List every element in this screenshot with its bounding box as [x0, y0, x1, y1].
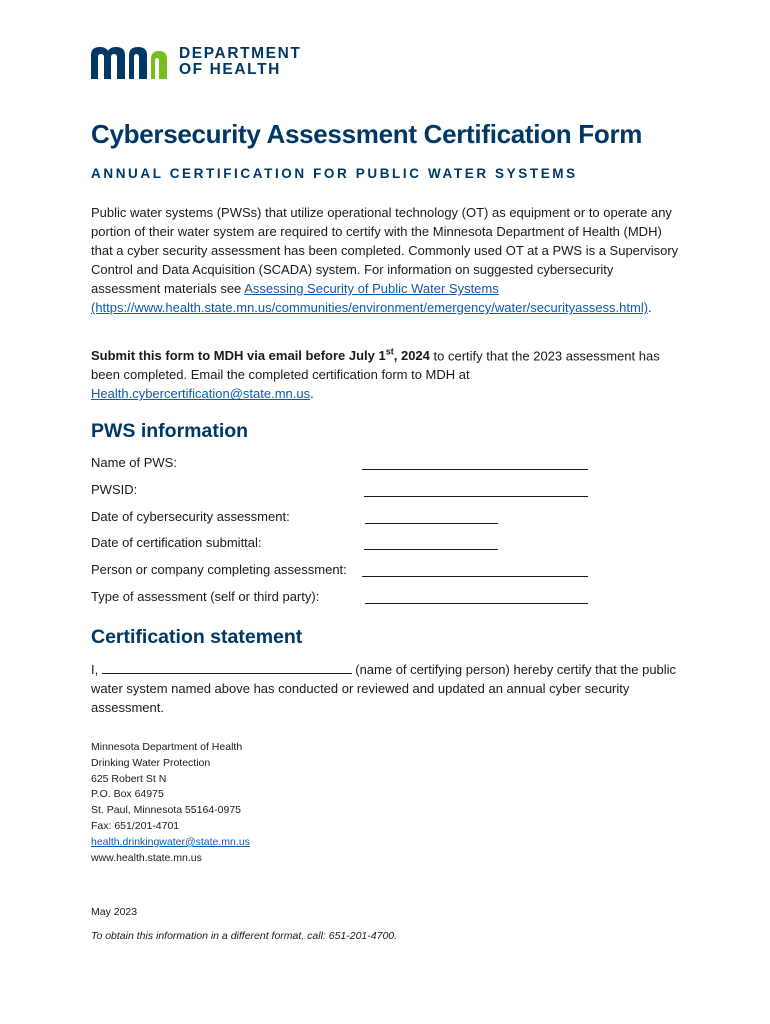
- mdh-logo: [91, 44, 302, 80]
- publication-date: May 2023: [91, 906, 138, 918]
- contact-address: [91, 740, 250, 866]
- intro-paragraph: [91, 203, 681, 317]
- assessment-date-blank[interactable]: [365, 523, 498, 524]
- address-line-2: Drinking Water Protection: [91, 756, 211, 769]
- intro-text: Public water systems (PWSs) that utilize operational technology (OT) as equipment or to operate any portion of their water system are required to certify with the Minnesota Department of Health (MDH) that a cyber security assessment has been completed. Commonly used OT at a PWS is a Supervisory Control and Data Acquisition (SCADA) system. For information on suggested cybersecurity assessment materials see: [91, 205, 679, 296]
- website-text: www.health.state.mn.us: [91, 851, 202, 864]
- certification-statement: [91, 660, 681, 717]
- field-label-submittal-date: Date of certification submittal:: [91, 535, 262, 550]
- field-label-assessment-type: Type of assessment (self or third party):: [91, 589, 320, 604]
- field-label-pws-name: Name of PWS:: [91, 455, 177, 470]
- pws-info-heading: PWS information: [91, 420, 249, 442]
- assessing-security-link[interactable]: Assessing Security of Public Water Systems (https://www.health.state.mn.us/communities/environment/emergency/water/securityassess.html): [91, 281, 649, 315]
- cert-prefix: I,: [91, 662, 99, 677]
- pws-name-blank[interactable]: [362, 469, 588, 470]
- intro-end: .: [648, 300, 652, 315]
- assessment-type-blank[interactable]: [365, 603, 588, 604]
- submit-deadline-sup: st: [385, 347, 394, 357]
- logo-line-1: DEPARTMENT: [179, 45, 302, 62]
- address-fax: Fax: 651/201-4701: [91, 819, 180, 832]
- field-label-pwsid: PWSID:: [91, 482, 138, 497]
- alternate-format-note: To obtain this information in a different format, call: 651-201-4700.: [91, 930, 398, 942]
- submittal-date-blank[interactable]: [364, 549, 498, 550]
- mn-logo-icon: [91, 45, 169, 79]
- submit-end: .: [310, 386, 314, 402]
- certifier-name-blank[interactable]: [102, 661, 352, 674]
- page-title: Cybersecurity Assessment Certification Form: [91, 119, 643, 149]
- address-line-4: P.O. Box 64975: [91, 788, 164, 801]
- certification-heading: Certification statement: [91, 626, 303, 648]
- address-line-1: Minnesota Department of Health: [91, 741, 243, 753]
- logo-line-2: OF HEALTH: [179, 61, 281, 78]
- certification-email-link[interactable]: Health.cybercertification@state.mn.us: [91, 386, 311, 402]
- drinking-water-email-link[interactable]: health.drinkingwater@state.mn.us: [91, 835, 250, 848]
- submit-deadline-prefix: Submit this form to MDH via email before July 1: [91, 348, 386, 364]
- pwsid-blank[interactable]: [364, 496, 588, 497]
- submit-instructions: [91, 343, 681, 403]
- field-label-assessment-date: Date of cybersecurity assessment:: [91, 509, 290, 524]
- page-subtitle: ANNUAL CERTIFICATION FOR PUBLIC WATER SYSTEMS: [91, 166, 578, 181]
- address-line-3: 625 Robert St N: [91, 772, 167, 785]
- field-label-assessor: Person or company completing assessment:: [91, 562, 347, 577]
- submit-deadline-suffix: , 2024: [393, 348, 430, 364]
- address-line-5: St. Paul, Minnesota 55164-0975: [91, 804, 242, 817]
- assessor-blank[interactable]: [362, 576, 588, 577]
- submit-text: to certify that the 2023 assessment has been completed. Email the completed certification form to MDH at: [91, 348, 660, 383]
- cert-text: (name of certifying person) hereby certify that the public water system named above has conducted or reviewed and updated an annual cyber security assessment.: [91, 662, 677, 715]
